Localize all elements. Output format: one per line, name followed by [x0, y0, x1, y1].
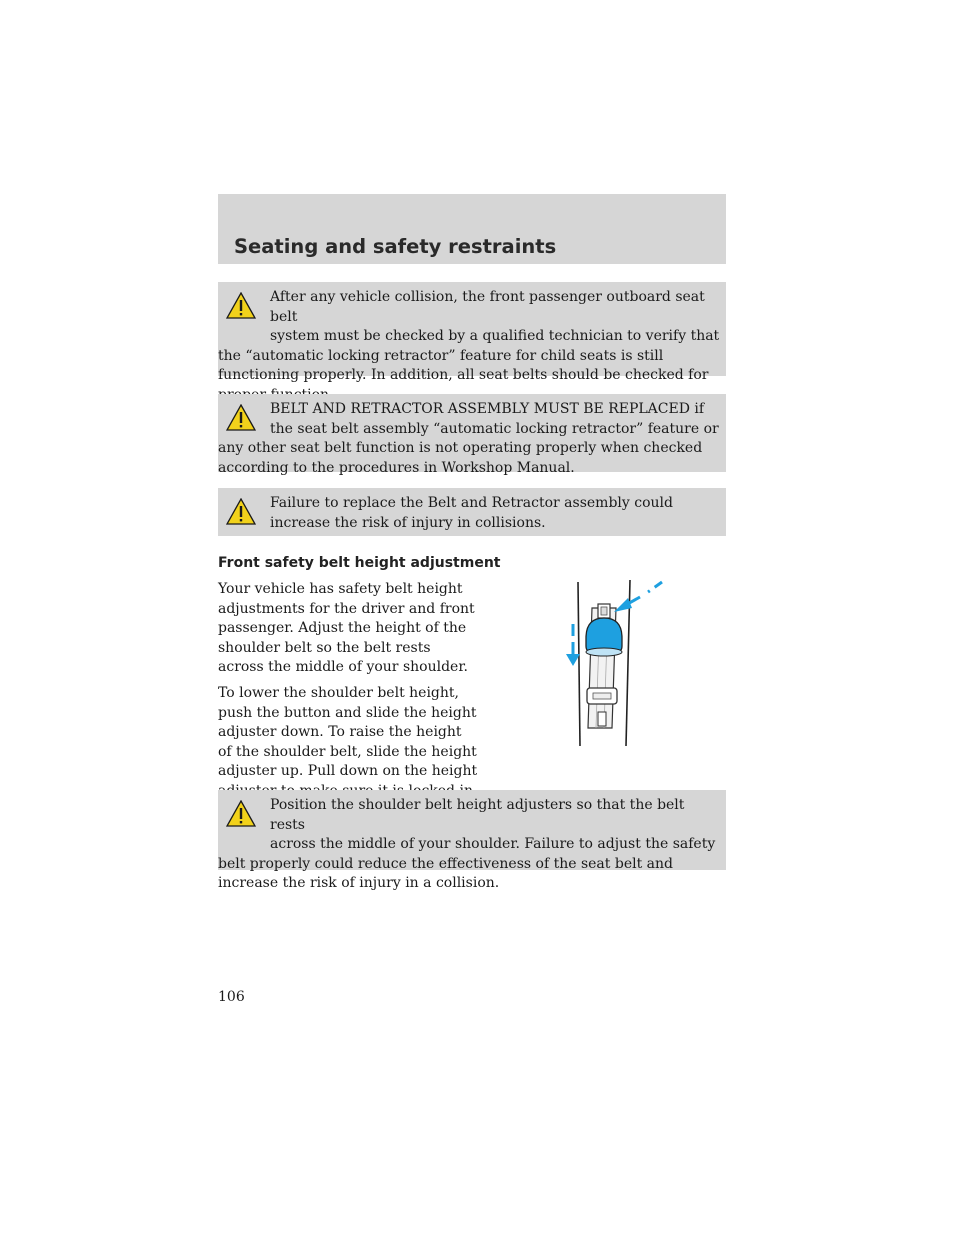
warning-box: [218, 488, 726, 536]
warning-box: [218, 790, 726, 891]
warning-text-line: increase the risk of injury in a collision.: [218, 875, 500, 891]
warning-icon: [226, 404, 256, 431]
warning-text-line: the seat belt assembly “automatic locking retractor” feature or: [270, 420, 719, 437]
warning-text-line: the “automatic locking retractor” feature for child seats is still: [218, 347, 664, 364]
text-line: across the middle of your shoulder.: [218, 659, 468, 675]
section-header: [218, 194, 726, 264]
warning-text-line: system must be checked by a qualified technician to verify that: [270, 328, 720, 344]
warning-text-line: BELT AND RETRACTOR ASSEMBLY MUST BE REPLACED if: [270, 401, 705, 417]
section-title: Front safety belt height adjustment: [218, 555, 501, 571]
text-line: of the shoulder belt, slide the height: [218, 743, 477, 760]
warning-icon: [226, 498, 256, 525]
text-line: passenger. Adjust the height of the: [218, 620, 467, 636]
page-title: Seating and safety restraints: [234, 235, 557, 258]
text-line: push the button and slide the height: [218, 704, 477, 721]
text-line: Your vehicle has safety belt height: [218, 581, 463, 597]
warning-box: [218, 394, 726, 476]
belt-height-adjuster-illustration: [540, 568, 680, 758]
warning-text-line: Position the shoulder belt height adjusters so that the belt rests: [270, 797, 685, 833]
text-line: shoulder belt so the belt rests: [218, 639, 431, 656]
warning-text-line: functioning properly. In addition, all seat belts should be checked for: [218, 367, 709, 383]
text-line: adjuster down. To raise the height: [218, 724, 462, 740]
text-line: To lower the shoulder belt height,: [218, 685, 459, 701]
page-number: 106: [218, 989, 245, 1005]
warning-text-line: belt properly could reduce the effectiveness of the seat belt and: [218, 855, 673, 872]
warning-text-line: across the middle of your shoulder. Failure to adjust the safety: [270, 836, 716, 852]
warning-text-line: increase the risk of injury in collisions.: [270, 514, 546, 531]
text-line: adjuster up. Pull down on the height: [218, 763, 478, 779]
warning-text-line: any other seat belt function is not operating properly when checked: [218, 440, 703, 456]
text-line: adjustments for the driver and front: [218, 600, 475, 617]
warning-text-line: according to the procedures in Workshop Manual.: [218, 459, 575, 476]
warning-icon: [226, 292, 256, 319]
warning-box: [218, 282, 726, 383]
warning-text-line: Failure to replace the Belt and Retractor assembly could: [270, 495, 673, 511]
body-paragraph: [218, 580, 488, 678]
warning-text-line: After any vehicle collision, the front passenger outboard seat belt: [270, 289, 705, 325]
warning-icon: [226, 800, 256, 827]
